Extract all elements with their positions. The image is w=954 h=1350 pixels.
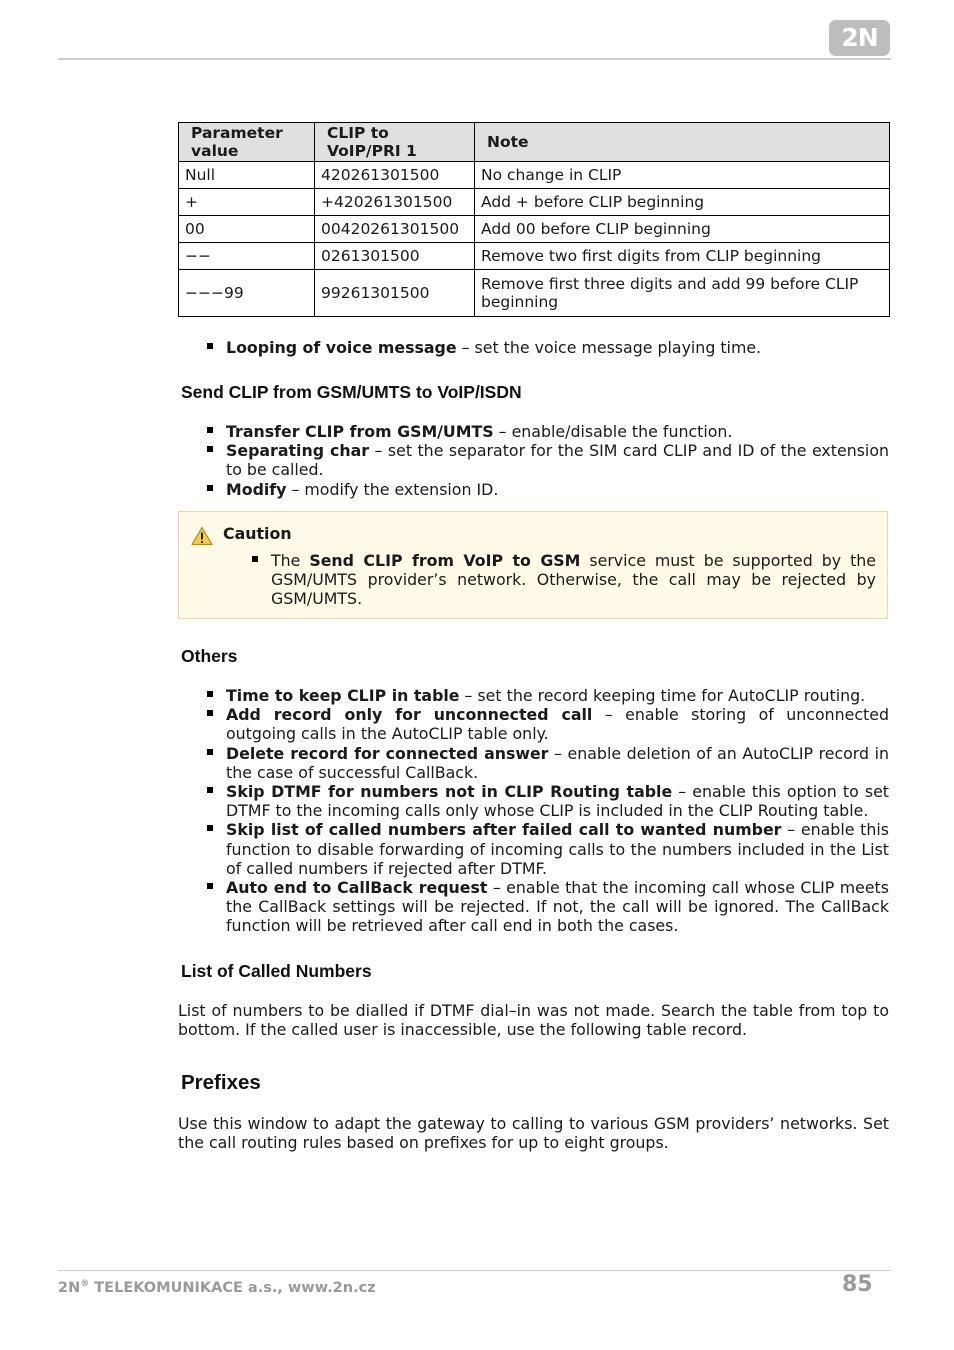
table-cell: 00 [179,216,315,243]
footer-divider [58,1270,891,1271]
table-cell: 420261301500 [315,162,475,189]
bullet-icon [207,485,213,491]
list-item [178,441,889,479]
called-numbers-paragraph: List of numbers to be dialled if DTMF dial–in was not made. Search the table from top to bottom. If the called user is inaccessible, use the following table record. [178,1001,889,1040]
caution-box [178,511,888,619]
list-item [178,480,889,499]
item-description: – enable this function to disable forwarding of incoming calls to the numbers included in the List of called numbers if rejected after DTMF. [226,820,889,878]
header-divider [58,58,891,60]
table-header-row [179,123,890,162]
table-row [179,189,890,216]
bullet-icon [207,825,213,831]
table-cell: Null [179,162,315,189]
item-term: Separating char [226,441,370,461]
bullet-icon [207,749,213,755]
item-description: – modify the extension ID. [286,479,499,499]
table-cell: Add + before CLIP beginning [475,189,890,216]
list-item [178,782,889,820]
footer-brand: 2N [58,1279,81,1296]
item-term: Skip list of called numbers after failed call to wanted number [226,820,782,840]
item-description: service must be supported by the GSM/UMTS provider’s network. Otherwise, the call may be rejected by GSM/UMTS. [271,551,877,609]
table-cell: −− [179,243,315,270]
clip-parameter-table [178,122,890,317]
section-heading-called-numbers: List of Called Numbers [181,961,372,981]
bullet-icon [207,446,213,452]
item-term: Transfer CLIP from GSM/UMTS [226,422,494,441]
footer-company [58,1279,376,1296]
send-clip-list [178,422,889,499]
item-description: – enable storing of unconnected outgoing calls in the AutoCLIP table only. [226,705,889,744]
section-heading-send-clip: Send CLIP from GSM/UMTS to VoIP/ISDN [181,382,522,402]
bullet-icon [207,883,213,889]
item-term: Skip DTMF for numbers not in CLIP Routing table [226,782,673,802]
table-row [179,243,890,270]
registered-mark: ® [80,1279,90,1289]
footer-company-rest: TELEKOMUNIKACE a.s., www.2n.cz [89,1279,376,1296]
item-term: Looping of voice message [226,338,457,357]
caution-title: Caution [223,524,292,543]
bullet-icon [207,427,213,433]
item-prefix: The [271,551,310,570]
column-header: CLIP to VoIP/PRI 1 [315,123,475,162]
item-term: Delete record for connected answer [226,743,549,763]
looping-list [178,338,889,357]
item-term: Time to keep CLIP in table [226,686,460,705]
table-cell: −−−99 [179,270,315,317]
item-description: – enable/disable the function. [493,422,733,441]
column-header: Parameter value [179,123,315,162]
item-term: Auto end to CallBack request [226,878,488,898]
item-description: – enable deletion of an AutoCLIP record in the case of successful CallBack. [226,743,889,782]
item-description: – enable that the incoming call whose CLIP meets the CallBack settings will be rejected. If not, the call will be ignored. The CallBack function will be retrieved after call end in both the cases. [226,878,889,936]
list-item [178,338,889,357]
bullet-icon [252,556,258,562]
table-cell: 00420261301500 [315,216,475,243]
table-cell: Remove two first digits from CLIP beginning [475,243,890,270]
bullet-icon [207,787,213,793]
caution-list [223,551,876,609]
table-cell: 0261301500 [315,243,475,270]
item-description: – set the separator for the SIM card CLIP and ID of the extension to be called. [226,441,889,480]
item-description: – set the record keeping time for AutoCLIP routing. [459,686,866,705]
list-item [178,744,889,782]
table-cell: + [179,189,315,216]
list-item [178,878,889,936]
item-term: Add record only for unconnected call [226,705,593,725]
list-item [178,705,889,743]
table-cell: Remove first three digits and add 99 before CLIP beginning [475,270,890,317]
warning-icon [191,526,213,546]
bullet-icon [207,343,213,349]
others-list [178,686,889,936]
table-cell: No change in CLIP [475,162,890,189]
item-term: Modify [226,479,287,499]
table-row [179,270,890,317]
table-cell: +420261301500 [315,189,475,216]
list-item [223,551,876,609]
prefixes-paragraph: Use this window to adapt the gateway to calling to various GSM providers’ networks. Set the call routing rules based on prefixes for up to eight groups. [178,1114,889,1153]
list-item [178,820,889,878]
item-term: Send CLIP from VoIP to GSM [309,551,581,570]
section-heading-others: Others [181,646,238,666]
company-logo: 2N [829,20,890,56]
table-row [179,162,890,189]
item-description: – enable this option to set DTMF to the incoming calls only whose CLIP is included in the CLIP Routing table. [226,782,889,821]
list-item [178,686,889,705]
table-cell: 99261301500 [315,270,475,317]
item-description: – set the voice message playing time. [456,338,762,357]
page-number: 85 [842,1272,873,1297]
list-item [178,422,889,441]
table-cell: Add 00 before CLIP beginning [475,216,890,243]
section-heading-prefixes: Prefixes [181,1071,261,1094]
column-header: Note [475,123,890,162]
bullet-icon [207,710,213,716]
table-row [179,216,890,243]
bullet-icon [207,691,213,697]
